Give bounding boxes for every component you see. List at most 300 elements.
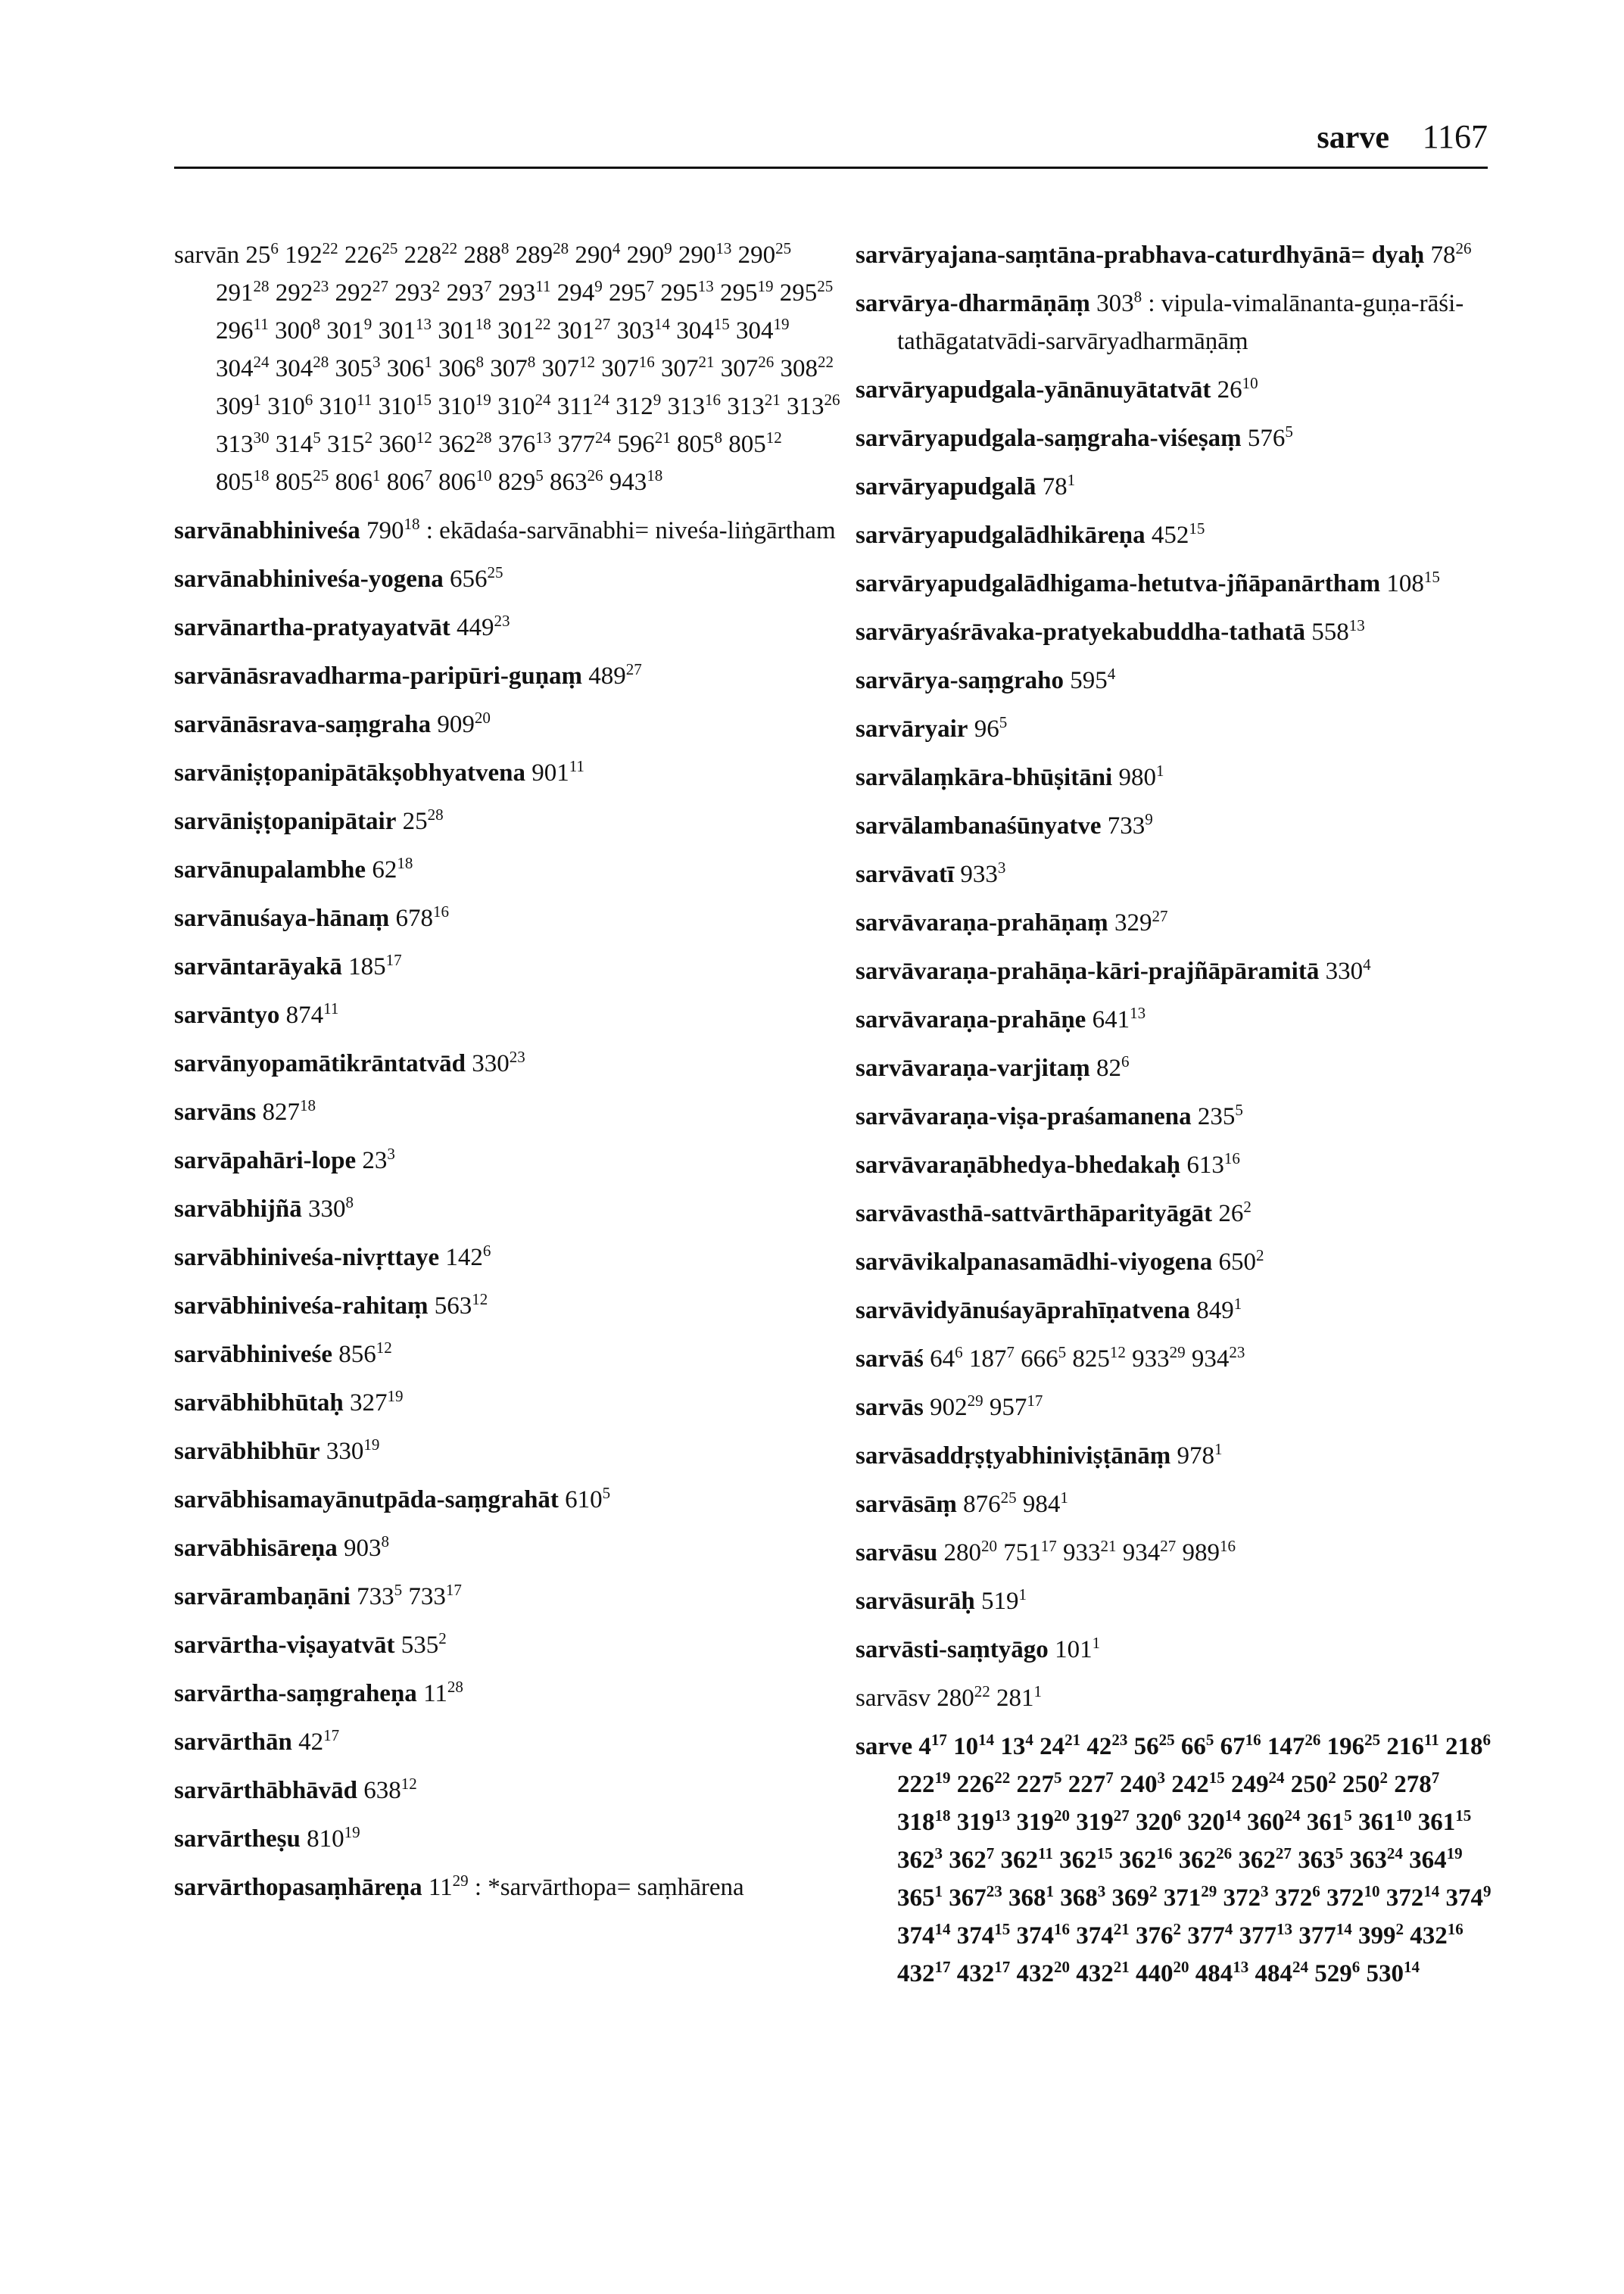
index-entry xyxy=(856,236,1492,274)
page-reference: $26^2$ xyxy=(1218,1198,1252,1227)
page-reference: $226^{25}$ xyxy=(344,239,398,269)
page-reference: $319^{27}$ xyxy=(1076,1806,1130,1836)
page-reference: $10^{14}$ xyxy=(953,1731,995,1760)
index-entry xyxy=(174,1723,840,1761)
page-reference: $290^{13}$ xyxy=(678,239,732,269)
headword: sarvāryapudgala-saṃgraha-viśeṣaṃ xyxy=(856,425,1242,452)
page-reference: $280^{22}$ xyxy=(937,1682,990,1712)
page-reference: $576^5$ xyxy=(1247,422,1293,452)
headword: sarvālambanaśūnyatve xyxy=(856,812,1102,840)
headword: sarvārthopasaṃhāreṇa xyxy=(174,1874,422,1901)
headword: sarvāsv xyxy=(856,1685,930,1712)
page-reference: $311^{24}$ xyxy=(556,391,610,420)
page-reference: $806^7$ xyxy=(386,466,432,496)
page-reference: $250^2$ xyxy=(1290,1769,1336,1798)
headword: sarvāryaśrāvaka-pratyekabuddha-tathatā xyxy=(856,619,1306,646)
page-reference: $751^{17}$ xyxy=(1003,1537,1057,1566)
page-reference: $399^2$ xyxy=(1358,1920,1404,1950)
page-reference: $876^{25}$ xyxy=(963,1488,1017,1518)
page-reference: $733^{17}$ xyxy=(408,1581,462,1610)
page-reference: $363^5$ xyxy=(1298,1844,1344,1874)
index-entry xyxy=(856,1098,1492,1136)
page-reference: $4^{17}$ xyxy=(918,1731,947,1760)
index-entry xyxy=(856,710,1492,748)
page-reference: $650^2$ xyxy=(1218,1246,1264,1276)
page-reference: $377^{14}$ xyxy=(1298,1920,1352,1950)
page-reference: $934^{23}$ xyxy=(1191,1343,1245,1373)
page-reference: $933^3$ xyxy=(960,859,1006,888)
page-reference: $656^{25}$ xyxy=(449,563,503,593)
page-reference: $376^2$ xyxy=(1136,1920,1181,1950)
headword: sarvābhibhūr xyxy=(174,1438,320,1465)
page-reference: $678^{16}$ xyxy=(395,902,449,932)
headword: sarvāvaraṇa-prahāṇa-kāri-prajñāpāramitā xyxy=(856,958,1320,985)
page-reference: $364^{19}$ xyxy=(1409,1844,1463,1874)
index-entry xyxy=(174,754,840,792)
headword: sarvārya-saṃgraho xyxy=(856,667,1064,694)
index-entry xyxy=(174,1287,840,1325)
index-entry xyxy=(174,1675,840,1713)
page-reference: $329^{27}$ xyxy=(1114,907,1168,937)
index-entry xyxy=(174,899,840,937)
page-reference: $638^{12}$ xyxy=(363,1775,417,1804)
headword: sarvābhisamayānutpāda-saṃgrahāt xyxy=(174,1486,559,1513)
page-reference: $374^{16}$ xyxy=(1016,1920,1070,1950)
page-reference: $242^{15}$ xyxy=(1171,1769,1225,1798)
index-entry xyxy=(174,1384,840,1422)
headword: sarvāsu xyxy=(856,1539,938,1566)
page-reference: $25^{28}$ xyxy=(402,806,444,835)
page-reference: $307^8$ xyxy=(490,353,536,382)
headword: sarvānabhiniveśa-yogena xyxy=(174,566,444,593)
page-reference: $805^{18}$ xyxy=(216,466,270,496)
headword: sarvān xyxy=(174,242,240,269)
index-entry xyxy=(856,371,1492,409)
page-reference: $301^{22}$ xyxy=(497,315,551,344)
page-reference: $903^8$ xyxy=(344,1532,390,1562)
page-reference: $361^{15}$ xyxy=(1417,1806,1472,1836)
page-reference: $374^{15}$ xyxy=(956,1920,1011,1950)
page-reference: $362^{28}$ xyxy=(438,429,492,458)
page-reference: $856^{12}$ xyxy=(338,1339,392,1368)
headword: sarvāvidyānuśayāprahīṇatvena xyxy=(856,1297,1190,1324)
page-reference: $666^5$ xyxy=(1021,1343,1067,1373)
headword: sarvāvaraṇa-viṣa-praśamanena xyxy=(856,1103,1192,1130)
page-reference: $874^{11}$ xyxy=(285,999,339,1029)
page-reference: $301^{18}$ xyxy=(438,315,491,344)
page-reference: $295^7$ xyxy=(608,277,654,307)
headword: sarvārtha-saṃgraheṇa xyxy=(174,1680,417,1707)
page-reference: $806^{10}$ xyxy=(438,466,492,496)
headword: sarvārambaṇāni xyxy=(174,1583,351,1610)
page-reference: $235^5$ xyxy=(1197,1101,1243,1130)
headword: sarve xyxy=(856,1733,913,1760)
page-reference: $42^{17}$ xyxy=(298,1726,340,1756)
index-entry xyxy=(856,565,1492,603)
index-entry xyxy=(856,468,1492,506)
page-reference: $108^{15}$ xyxy=(1386,568,1440,597)
page-reference: $306^8$ xyxy=(438,353,484,382)
page-reference: $613^{16}$ xyxy=(1186,1149,1240,1179)
running-head: sarve xyxy=(1317,120,1389,155)
headword: sarvāvikalpanasamādhi-viyogena xyxy=(856,1248,1213,1276)
page-reference: $101^1$ xyxy=(1055,1634,1101,1663)
page-reference: $315^2$ xyxy=(327,429,372,458)
headword: sarvāryapudgalādhikāreṇa xyxy=(856,522,1146,549)
page-reference: $240^3$ xyxy=(1120,1769,1165,1798)
page-reference: $376^{13}$ xyxy=(497,429,552,458)
page-reference: $42^{23}$ xyxy=(1086,1731,1128,1760)
page-reference: $289^{28}$ xyxy=(515,239,569,269)
page-reference: $957^{17}$ xyxy=(989,1392,1043,1421)
page-reference: $372^{14}$ xyxy=(1386,1882,1440,1912)
index-entry xyxy=(174,1045,840,1083)
page-reference: $301^9$ xyxy=(326,315,372,344)
page-reference: $863^{26}$ xyxy=(550,466,603,496)
page-reference: $62^{18}$ xyxy=(372,854,413,884)
page-reference: $372^6$ xyxy=(1274,1882,1320,1912)
index-entry xyxy=(856,1001,1492,1039)
page-reference: $733^5$ xyxy=(357,1581,403,1610)
page-reference: $330^{19}$ xyxy=(326,1435,380,1465)
index-entry xyxy=(174,1093,840,1131)
page-reference: $452^{15}$ xyxy=(1151,519,1205,549)
headword: sarvāsti-saṃtyāgo xyxy=(856,1636,1049,1663)
page-reference: $374^9$ xyxy=(1445,1882,1492,1912)
page-reference: $24^{21}$ xyxy=(1040,1731,1081,1760)
headword: sarvāryapudgalādhigama-hetutva-jñāpanārtham xyxy=(856,570,1381,597)
page-reference: $909^{20}$ xyxy=(437,709,491,738)
page-reference: $980^1$ xyxy=(1118,762,1164,791)
page-reference: $11^{29}$ xyxy=(428,1872,469,1901)
page-reference: $563^{12}$ xyxy=(434,1290,488,1320)
headword: sarvāvaraṇa-varjitaṃ xyxy=(856,1055,1090,1082)
page-reference: $303^8$ xyxy=(1096,288,1142,317)
page-reference: $222^{19}$ xyxy=(897,1769,951,1798)
page-reference: $362^{11}$ xyxy=(1000,1844,1053,1874)
page-reference: $535^2$ xyxy=(401,1629,447,1659)
page-reference: $368^3$ xyxy=(1060,1882,1106,1912)
page-reference: $310^{19}$ xyxy=(438,391,491,420)
page-reference: $377^4$ xyxy=(1187,1920,1233,1950)
index-entry xyxy=(174,1239,840,1276)
page-reference: $301^{13}$ xyxy=(378,315,432,344)
headword: sarvārthān xyxy=(174,1728,292,1756)
index-entry xyxy=(174,1772,840,1809)
page-reference: $933^{29}$ xyxy=(1132,1343,1186,1373)
page-reference: $827^{18}$ xyxy=(262,1096,316,1126)
index-entry xyxy=(856,759,1492,796)
page-reference: $290^9$ xyxy=(626,239,672,269)
headword: sarvārya-dharmāṇāṃ xyxy=(856,290,1090,317)
index-entry xyxy=(856,807,1492,845)
page-reference: $805^{12}$ xyxy=(728,429,782,458)
page-reference: $78^{26}$ xyxy=(1430,239,1472,269)
headword: sarvāś xyxy=(856,1345,924,1373)
page-reference: $11^{28}$ xyxy=(423,1678,463,1707)
page-reference: $320^6$ xyxy=(1136,1806,1181,1836)
page-reference: $362^3$ xyxy=(897,1844,943,1874)
headword: sarvānāsrava-saṃgraha xyxy=(174,711,432,738)
index-entry xyxy=(856,952,1492,990)
page-reference: $440^{20}$ xyxy=(1136,1958,1189,1987)
entry-note: : *sarvārthopa= saṃhārena xyxy=(468,1874,744,1901)
page-reference: $307^{26}$ xyxy=(720,353,775,382)
page-reference: $23^3$ xyxy=(362,1145,395,1174)
right-column xyxy=(856,236,1492,2003)
index-entry xyxy=(856,1146,1492,1184)
page-reference: $310^{24}$ xyxy=(497,391,551,420)
page-reference: $327^{19}$ xyxy=(350,1387,404,1417)
page-reference: $216^{11}$ xyxy=(1386,1731,1439,1760)
headword: sarvānuśaya-hānaṃ xyxy=(174,905,390,932)
page-reference: $330^4$ xyxy=(1325,955,1371,985)
index-entry xyxy=(856,516,1492,554)
entry-note: : vipula-vimalānanta-guṇa-rāśi-tathāgatatvādi-sarvāryadharmāṇāṃ xyxy=(897,290,1464,355)
headword: sarvāsāṃ xyxy=(856,1491,957,1518)
page-reference: $295^{13}$ xyxy=(660,277,714,307)
page-reference: $595^4$ xyxy=(1070,665,1116,694)
page-reference: $278^7$ xyxy=(1394,1769,1440,1798)
page-reference: $314^5$ xyxy=(275,429,321,458)
headword: sarvāryapudgala-yānānuyātatvāt xyxy=(856,376,1211,404)
page-reference: $313^{26}$ xyxy=(787,391,840,420)
page-reference: $806^1$ xyxy=(335,466,381,496)
headword: sarvāniṣṭopanipātākṣobhyatvena xyxy=(174,759,525,787)
headword: sarvālaṃkāra-bhūṣitāni xyxy=(856,764,1113,791)
headword: sarvāvaraṇa-prahāṇaṃ xyxy=(856,909,1108,937)
page-reference: $365^1$ xyxy=(897,1882,943,1912)
page-reference: $313^{16}$ xyxy=(667,391,722,420)
page-reference: $362^{26}$ xyxy=(1178,1844,1233,1874)
index-entry xyxy=(174,1869,840,1906)
page-reference: $13^4$ xyxy=(1000,1731,1033,1760)
page-reference: $432^{17}$ xyxy=(897,1958,951,1987)
headword: sarvābhijñā xyxy=(174,1195,302,1223)
page-reference: $320^{14}$ xyxy=(1187,1806,1241,1836)
page-reference: $641^{13}$ xyxy=(1092,1004,1146,1033)
index-entry xyxy=(856,1243,1492,1281)
page-reference: $292^{23}$ xyxy=(275,277,329,307)
running-header xyxy=(174,106,1488,169)
headword: sarvās xyxy=(856,1394,924,1421)
page-reference: $218^6$ xyxy=(1445,1731,1491,1760)
page-reference: $312^9$ xyxy=(616,391,662,420)
index-entry xyxy=(856,1195,1492,1233)
page-reference: $368^1$ xyxy=(1008,1882,1054,1912)
page-number: 1167 xyxy=(1422,118,1488,155)
page-reference: $484^{13}$ xyxy=(1195,1958,1249,1987)
index-entry xyxy=(174,1626,840,1664)
page-reference: $305^3$ xyxy=(335,353,381,382)
page-reference: $250^2$ xyxy=(1342,1769,1388,1798)
page-reference: $449^{23}$ xyxy=(457,612,510,641)
page-reference: $372^{10}$ xyxy=(1326,1882,1380,1912)
index-entry xyxy=(856,856,1492,893)
index-entry xyxy=(174,1578,840,1616)
headword: sarvāryajana-saṃtāna-prabhava-caturdhyānā= dyaḥ xyxy=(856,242,1425,269)
headword: sarvāsurāḥ xyxy=(856,1588,975,1615)
index-entry xyxy=(174,1820,840,1858)
page-reference: $293^{11}$ xyxy=(497,277,551,307)
index-entry xyxy=(174,1190,840,1228)
page-reference: $361^5$ xyxy=(1306,1806,1352,1836)
page-reference: $933^{21}$ xyxy=(1062,1537,1117,1566)
index-entry xyxy=(174,996,840,1034)
index-entry xyxy=(174,706,840,743)
page-reference: $56^{25}$ xyxy=(1133,1731,1175,1760)
page-reference: $67^{16}$ xyxy=(1220,1731,1261,1760)
page-reference: $377^{24}$ xyxy=(557,429,611,458)
page-reference: $300^8$ xyxy=(274,315,320,344)
headword: sarvāsaddṛṣṭyabhiniviṣṭānāṃ xyxy=(856,1442,1171,1470)
index-entry xyxy=(174,609,840,647)
page-reference: $249^{24}$ xyxy=(1231,1769,1285,1798)
page-reference: $432^{17}$ xyxy=(956,1958,1011,1987)
page-reference: $362^{16}$ xyxy=(1118,1844,1173,1874)
index-entry xyxy=(174,512,840,550)
page-reference: $367^{23}$ xyxy=(949,1882,1002,1912)
headword: sarvāvatī xyxy=(856,861,955,888)
page-reference: $849^1$ xyxy=(1196,1295,1242,1324)
page-reference: $295^{25}$ xyxy=(779,277,834,307)
page-reference: $371^{29}$ xyxy=(1163,1882,1217,1912)
page-reference: $313^{30}$ xyxy=(216,429,270,458)
headword: sarvānyopamātikrāntatvād xyxy=(174,1050,466,1077)
page-reference: $934^{27}$ xyxy=(1122,1537,1177,1566)
page-reference: $829^5$ xyxy=(497,466,544,496)
page-reference: $187^7$ xyxy=(968,1343,1015,1373)
index-entry xyxy=(856,1582,1492,1620)
index-entry xyxy=(856,1485,1492,1523)
index-entry xyxy=(856,1389,1492,1426)
page-reference: $484^{24}$ xyxy=(1255,1958,1308,1987)
page-reference: $310^6$ xyxy=(267,391,313,420)
index-entry xyxy=(856,1679,1492,1717)
page-reference: $825^{12}$ xyxy=(1072,1343,1126,1373)
page-reference: $308^{22}$ xyxy=(780,353,834,382)
page-reference: $304^{15}$ xyxy=(676,315,730,344)
page-reference: $142^6$ xyxy=(445,1242,491,1271)
page-reference: $227^5$ xyxy=(1016,1769,1062,1798)
page-reference: $227^7$ xyxy=(1068,1769,1114,1798)
page-reference: $318^{18}$ xyxy=(897,1806,951,1836)
page-reference: $374^{21}$ xyxy=(1076,1920,1130,1950)
page-reference: $330^8$ xyxy=(307,1193,354,1223)
page-reference: $330^{23}$ xyxy=(472,1048,525,1077)
page-reference: $228^{22}$ xyxy=(404,239,458,269)
page-reference: $360^{24}$ xyxy=(1247,1806,1301,1836)
page-reference: $309^1$ xyxy=(216,391,261,420)
headword: sarvāpahāri-lope xyxy=(174,1147,357,1174)
index-entry xyxy=(174,1481,840,1519)
index-entry xyxy=(174,657,840,695)
page-reference: $360^{12}$ xyxy=(379,429,432,458)
page-reference: $304^{19}$ xyxy=(735,315,790,344)
headword: sarvāryair xyxy=(856,715,968,743)
index-entry xyxy=(174,1142,840,1180)
page-reference: $372^3$ xyxy=(1223,1882,1269,1912)
page-reference: $306^1$ xyxy=(386,353,432,382)
page-reference: $733^9$ xyxy=(1107,810,1153,840)
index-entry xyxy=(174,948,840,986)
page-reference: $310^{11}$ xyxy=(319,391,372,420)
index-entry xyxy=(174,236,840,501)
page-reference: $984^1$ xyxy=(1022,1488,1068,1518)
page-reference: $901^{11}$ xyxy=(531,757,584,787)
headword: sarvābhiniveśa-nivṛttaye xyxy=(174,1244,440,1271)
page-reference: $304^{24}$ xyxy=(216,353,270,382)
headword: sarvārthābhāvād xyxy=(174,1777,358,1804)
entry-note: : ekādaśa-sarvānabhi= niveśa-liṅgārtham xyxy=(419,517,836,544)
headword: sarvāniṣṭopanipātair xyxy=(174,808,397,835)
page-reference: $292^{27}$ xyxy=(335,277,388,307)
headword: sarvāns xyxy=(174,1099,257,1126)
index-entry xyxy=(856,419,1492,457)
page-reference: $319^{20}$ xyxy=(1016,1806,1070,1836)
page-reference: $295^{19}$ xyxy=(719,277,774,307)
index-entry xyxy=(856,1049,1492,1087)
page-reference: $82^6$ xyxy=(1096,1052,1130,1082)
page-reference: $805^{25}$ xyxy=(275,466,329,496)
page-reference: $529^6$ xyxy=(1314,1958,1361,1987)
page-reference: $989^{16}$ xyxy=(1182,1537,1236,1566)
page-reference: $288^8$ xyxy=(463,239,510,269)
page-reference: $196^{25}$ xyxy=(1326,1731,1381,1760)
index-entry xyxy=(174,851,840,889)
page-reference: $943^{18}$ xyxy=(609,466,663,496)
page-reference: $78^1$ xyxy=(1042,471,1076,500)
headword: sarvānupalambhe xyxy=(174,856,366,884)
index-entry xyxy=(174,1529,840,1567)
page-reference: $313^{21}$ xyxy=(727,391,781,420)
page-reference: $307^{21}$ xyxy=(661,353,715,382)
page-reference: $281^1$ xyxy=(996,1682,1042,1712)
page-reference: $96^5$ xyxy=(974,713,1008,743)
page-reference: $290^{25}$ xyxy=(737,239,792,269)
page-reference: $280^{20}$ xyxy=(943,1537,997,1566)
index-entry xyxy=(174,803,840,840)
index-entry xyxy=(856,1728,1492,1993)
page-reference: $296^{11}$ xyxy=(216,315,269,344)
page-reference: $307^{12}$ xyxy=(541,353,595,382)
page-reference: $25^6$ xyxy=(245,239,279,269)
left-column xyxy=(174,236,840,1917)
page-reference: $66^5$ xyxy=(1180,1731,1214,1760)
page-reference: $26^{10}$ xyxy=(1217,374,1258,404)
page-reference: $319^{13}$ xyxy=(956,1806,1011,1836)
index-entry xyxy=(856,285,1492,360)
page-reference: $978^1$ xyxy=(1177,1440,1223,1470)
index-entry xyxy=(856,904,1492,942)
page-reference: $303^{14}$ xyxy=(616,315,670,344)
page-reference: $558^{13}$ xyxy=(1311,616,1365,646)
page-reference: $361^{10}$ xyxy=(1358,1806,1412,1836)
page-reference: $432^{21}$ xyxy=(1076,1958,1130,1987)
page-reference: $530^{14}$ xyxy=(1366,1958,1420,1987)
page-reference: $291^{28}$ xyxy=(216,277,270,307)
index-entry xyxy=(856,613,1492,651)
headword: sarvābhiniveśe xyxy=(174,1341,333,1368)
index-entry xyxy=(856,662,1492,700)
headword: sarvānartha-pratyayatvāt xyxy=(174,614,450,641)
page-reference: $489^{27}$ xyxy=(588,660,642,690)
page-reference: $293^2$ xyxy=(394,277,441,307)
index-entry xyxy=(174,1336,840,1373)
page-reference: $362^7$ xyxy=(949,1844,995,1874)
page-reference: $307^{16}$ xyxy=(601,353,655,382)
page-reference: $362^{27}$ xyxy=(1238,1844,1292,1874)
